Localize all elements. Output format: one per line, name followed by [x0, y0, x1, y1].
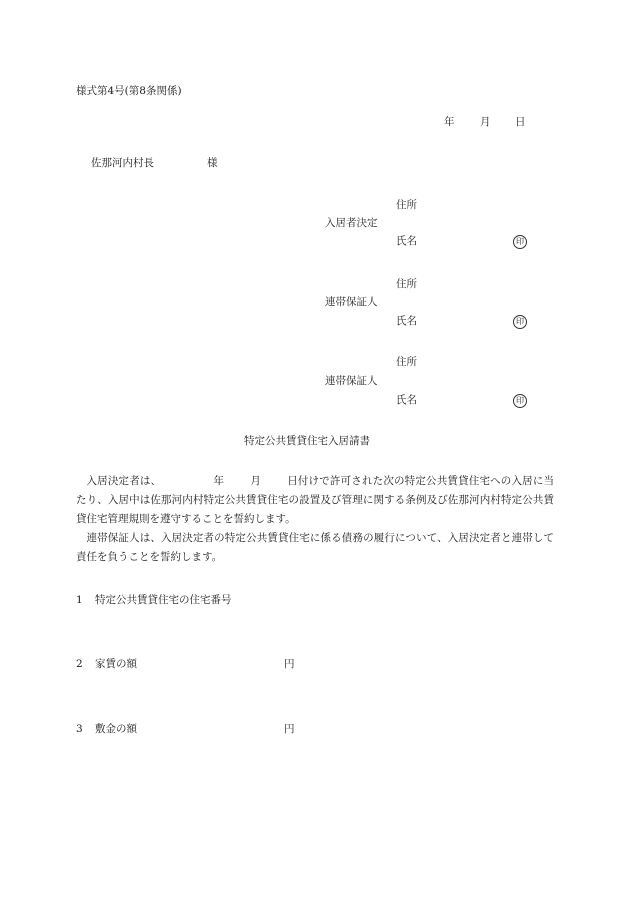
party-role: 入居者決定 — [325, 217, 378, 229]
seal-mark: 印 — [513, 394, 527, 408]
item-unit: 円 — [284, 658, 295, 670]
party-role: 連帯保証人 — [325, 296, 378, 308]
paragraph-guarantor: 連帯保証人は、入居決定者の特定公共賃貸住宅に係る債務の履行について、入居決定者と連帯して責任を負うことを誓約します。 — [76, 532, 554, 563]
date-day: 日 — [515, 116, 526, 128]
document-title: 特定公共賃貸住宅入居請書 — [244, 435, 370, 447]
form-number: 様式第4号(第8条関係) — [76, 85, 182, 97]
paragraph-text: 日付けで許可された次の特定公共賃貸住宅への入居に当たり、入居中は佐那河内村特定公共賃貸住宅の設置及び管理に関する条例及び佐那河内村特定公共賃貸住宅管理規則を遵守することを誓約します。 — [76, 475, 555, 525]
seal-mark: 印 — [513, 315, 527, 329]
paragraph-text: 入居決定者は、 — [86, 475, 162, 487]
addressee-honorific: 様 — [207, 157, 218, 169]
name-label: 氏名 — [396, 315, 417, 327]
paragraph-year: 年 — [213, 475, 225, 487]
paragraph-month: 月 — [250, 475, 262, 487]
seal-mark: 印 — [513, 235, 527, 249]
item-number: 1 — [76, 594, 83, 606]
date-year: 年 — [444, 116, 455, 128]
address-label: 住所 — [396, 199, 417, 211]
name-label: 氏名 — [396, 394, 417, 406]
address-label: 住所 — [396, 356, 417, 368]
addressee-name: 佐那河内村長 — [91, 157, 154, 169]
item-unit: 円 — [284, 723, 295, 735]
item-number: 3 — [76, 723, 83, 735]
item-label: 家賃の額 — [95, 658, 137, 670]
address-label: 住所 — [396, 278, 417, 290]
date-month: 月 — [480, 116, 491, 128]
item-label: 敷金の額 — [95, 723, 137, 735]
item-label: 特定公共賃貸住宅の住宅番号 — [95, 594, 232, 606]
item-number: 2 — [76, 658, 83, 670]
body-text — [76, 472, 554, 567]
name-label: 氏名 — [396, 235, 417, 247]
paragraph-resident — [76, 472, 554, 529]
party-role: 連帯保証人 — [325, 375, 378, 387]
